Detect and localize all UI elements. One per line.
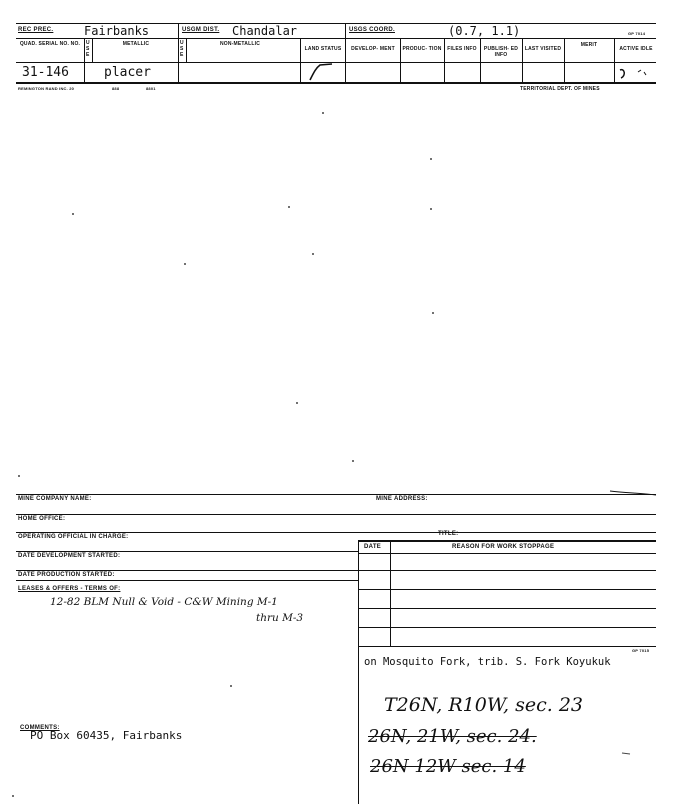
col-active-idle: ACTIVE IDLE [619,46,653,52]
date-production-label: DATE PRODUCTION STARTED: [18,572,115,578]
margin-tick-mark [620,748,640,758]
leases-note-line-1: 12-82 BLM Null & Void - C&W Mining M-1 [50,596,278,608]
col-use-2: U S E [180,40,184,58]
form-number-top: GP 7014 [628,31,646,36]
usgs-coord-value: (0.7, 1.1) [448,24,521,38]
col-last-visited: LAST VISITED [524,46,562,52]
comments-label: COMMENTS: [20,725,60,731]
col-development: DEVELOP- MENT [351,46,395,52]
footer-number-1: 888 [112,86,120,91]
form-number-bottom: GP 7015 [632,648,650,653]
col-metallic: METALLIC [122,41,150,47]
footer-territorial-dept: TERRITORIAL DEPT. OF MINES [520,86,600,92]
col-use-1: U S E [86,40,90,58]
leases-note-line-2: thru M-3 [256,612,304,624]
legal-description-line-1: T26N, R10W, sec. 23 [384,694,583,716]
footer-printer: REMINGTON RAND INC. 20 [18,86,75,91]
rec-prec-value: Fairbanks [84,24,150,38]
date-column-header: DATE [364,544,382,550]
mine-address-label: MINE ADDRESS: [376,496,428,502]
col-merit: MERIT [580,42,598,48]
top-right-scribble [608,483,658,497]
usgm-dist-label: USGM DIST. [182,27,220,33]
leases-offers-label: LEASES & OFFERS - TERMS OF: [18,586,121,592]
quad-serial-value: 31-146 [22,65,69,80]
date-development-label: DATE DEVELOPMENT STARTED: [18,553,121,559]
legal-description-line-2: 26N, 21W, sec. 24. [368,726,537,747]
operating-official-label: OPERATING OFFICIAL IN CHARGE: [18,534,129,540]
footer-number-2: 8801 [146,86,156,91]
mine-company-name-label: MINE COMPANY NAME: [18,496,92,502]
legal-description-line-3: 26N 12W sec. 14 [370,756,526,777]
location-description: on Mosquito Fork, trib. S. Fork Koyukuk [364,656,611,668]
col-production: PRODUC- TION [402,46,442,52]
land-status-check-mark [306,62,336,82]
col-published-info: PUBLISH- ED INFO [483,46,519,58]
home-office-label: HOME OFFICE: [18,516,66,522]
comments-text: PO Box 60435, Fairbanks [30,729,183,742]
rec-prec-label: REC PREC. [18,27,54,33]
col-quad-serial: QUAD. SERIAL NO. NO. [19,41,81,47]
col-non-metallic: NON-METALLIC [219,41,261,47]
col-files-info: FILES INFO [447,46,477,52]
col-land-status: LAND STATUS [304,46,342,52]
title-label: TITLE: [438,531,459,537]
usgm-dist-value: Chandalar [232,24,298,38]
usgs-coord-label: USGS COORD. [349,27,395,33]
reason-column-header: REASON FOR WORK STOPPAGE [452,544,555,550]
metallic-value: placer [104,65,151,80]
active-idle-mark [616,62,656,82]
